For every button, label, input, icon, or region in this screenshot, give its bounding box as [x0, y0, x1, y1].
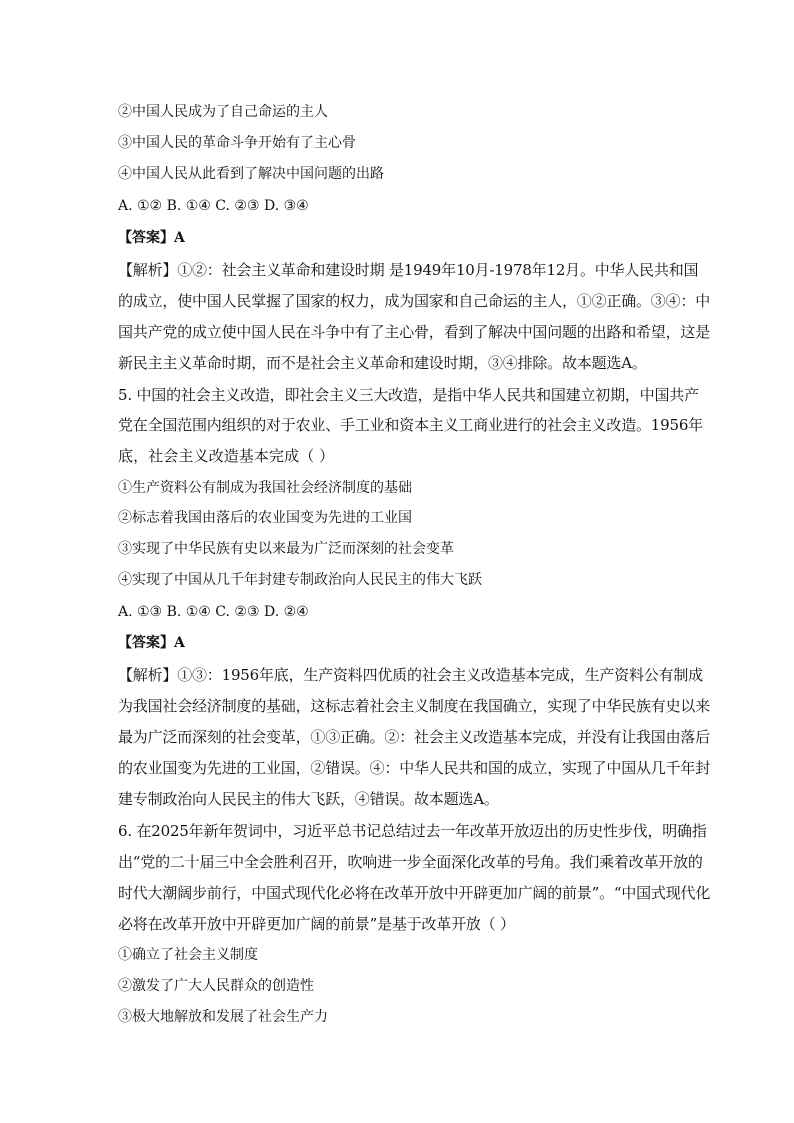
q5-option-3: ③实现了中华民族有史以来最为广泛而深刻的社会变革 — [118, 541, 454, 557]
q5-analysis-line-2: 为我国社会经济制度的基础，这标志着社会主义制度在我国确立，实现了中华民族有史以来 — [118, 697, 711, 715]
q6-stem-line-3: 时代大潮阔步前行，中国式现代化必将在改革开放中开辟更加广阔的前景”。“中国式现代化 — [118, 884, 711, 902]
q5-answer: 【答案】A — [118, 635, 185, 651]
q6-option-3: ③极大地解放和发展了社会生产力 — [118, 1009, 328, 1025]
q6-stem-line-2: 出“党的二十届三中全会胜利召开，吹响进一步全面深化改革的号角。我们乘着改革开放的 — [118, 853, 703, 871]
q4-analysis-line-4: 新民主主义革命时期，而不是社会主义革命和建设时期，③④排除。故本题选A。 — [118, 354, 647, 372]
q4-option-4: ④中国人民从此看到了解决中国问题的出路 — [118, 166, 384, 182]
q5-analysis-line-1: 【解析】①③：1956年底，生产资料四优质的社会主义改造基本完成，生产资料公有制成 — [118, 666, 703, 684]
q4-analysis-line-3: 国共产党的成立使中国人民在斗争中有了主心骨，看到了解决中国问题的出路和希望，这是 — [118, 323, 711, 341]
q5-analysis-line-3: 最为广泛而深刻的社会变革，①③正确。②：社会主义改造基本完成，并没有让我国由落后 — [118, 728, 711, 746]
q5-option-1: ①生产资料公有制成为我国社会经济制度的基础 — [118, 480, 412, 496]
q4-choices: A. ①② B. ①④ C. ②③ D. ③④ — [118, 198, 309, 214]
q6-option-2: ②激发了广大人民群众的创造性 — [118, 978, 314, 994]
q5-analysis-line-5: 建专制政治向人民民主的伟大飞跃，④错误。故本题选A。 — [118, 790, 499, 808]
q4-answer: 【答案】A — [118, 230, 185, 246]
q5-stem-line-3: 底，社会主义改造基本完成（ ） — [118, 447, 335, 465]
q6-stem-line-4: 必将在改革开放中开辟更加广阔的前景”是基于改革开放（ ） — [118, 915, 515, 933]
q5-option-2: ②标志着我国由落后的农业国变为先进的工业国 — [118, 510, 412, 526]
q5-analysis-line-4: 的农业国变为先进的工业国，②错误。④：中华人民共和国的成立，实现了中国从几千年封 — [118, 759, 711, 777]
q5-stem-line-2: 党在全国范围内组织的对于农业、手工业和资本主义工商业进行的社会主义改造。1956年 — [118, 416, 703, 434]
q4-option-3: ③中国人民的革命斗争开始有了主心骨 — [118, 135, 356, 151]
q6-option-1: ①确立了社会主义制度 — [118, 947, 258, 963]
q5-choices: A. ①③ B. ①④ C. ②③ D. ②④ — [118, 604, 309, 620]
q5-option-4: ④实现了中国从几千年封建专制政治向人民民主的伟大飞跃 — [118, 572, 482, 588]
q5-stem-line-1: 5. 中国的社会主义改造，即社会主义三大改造，是指中华人民共和国建立初期，中国共产 — [118, 386, 699, 404]
q4-option-2: ②中国人民成为了自己命运的主人 — [118, 104, 328, 120]
q4-analysis-line-1: 【解析】①②：社会主义革命和建设时期 是1949年10月-1978年12月。中华人民共和国 — [118, 261, 699, 279]
q6-stem-line-1: 6. 在2025年新年贺词中，习近平总书记总结过去一年改革开放迈出的历史性步伐，明确指 — [118, 822, 707, 840]
q4-analysis-line-2: 的成立，使中国人民掌握了国家的权力，成为国家和自己命运的主人，①②正确。③④：中 — [118, 292, 711, 310]
